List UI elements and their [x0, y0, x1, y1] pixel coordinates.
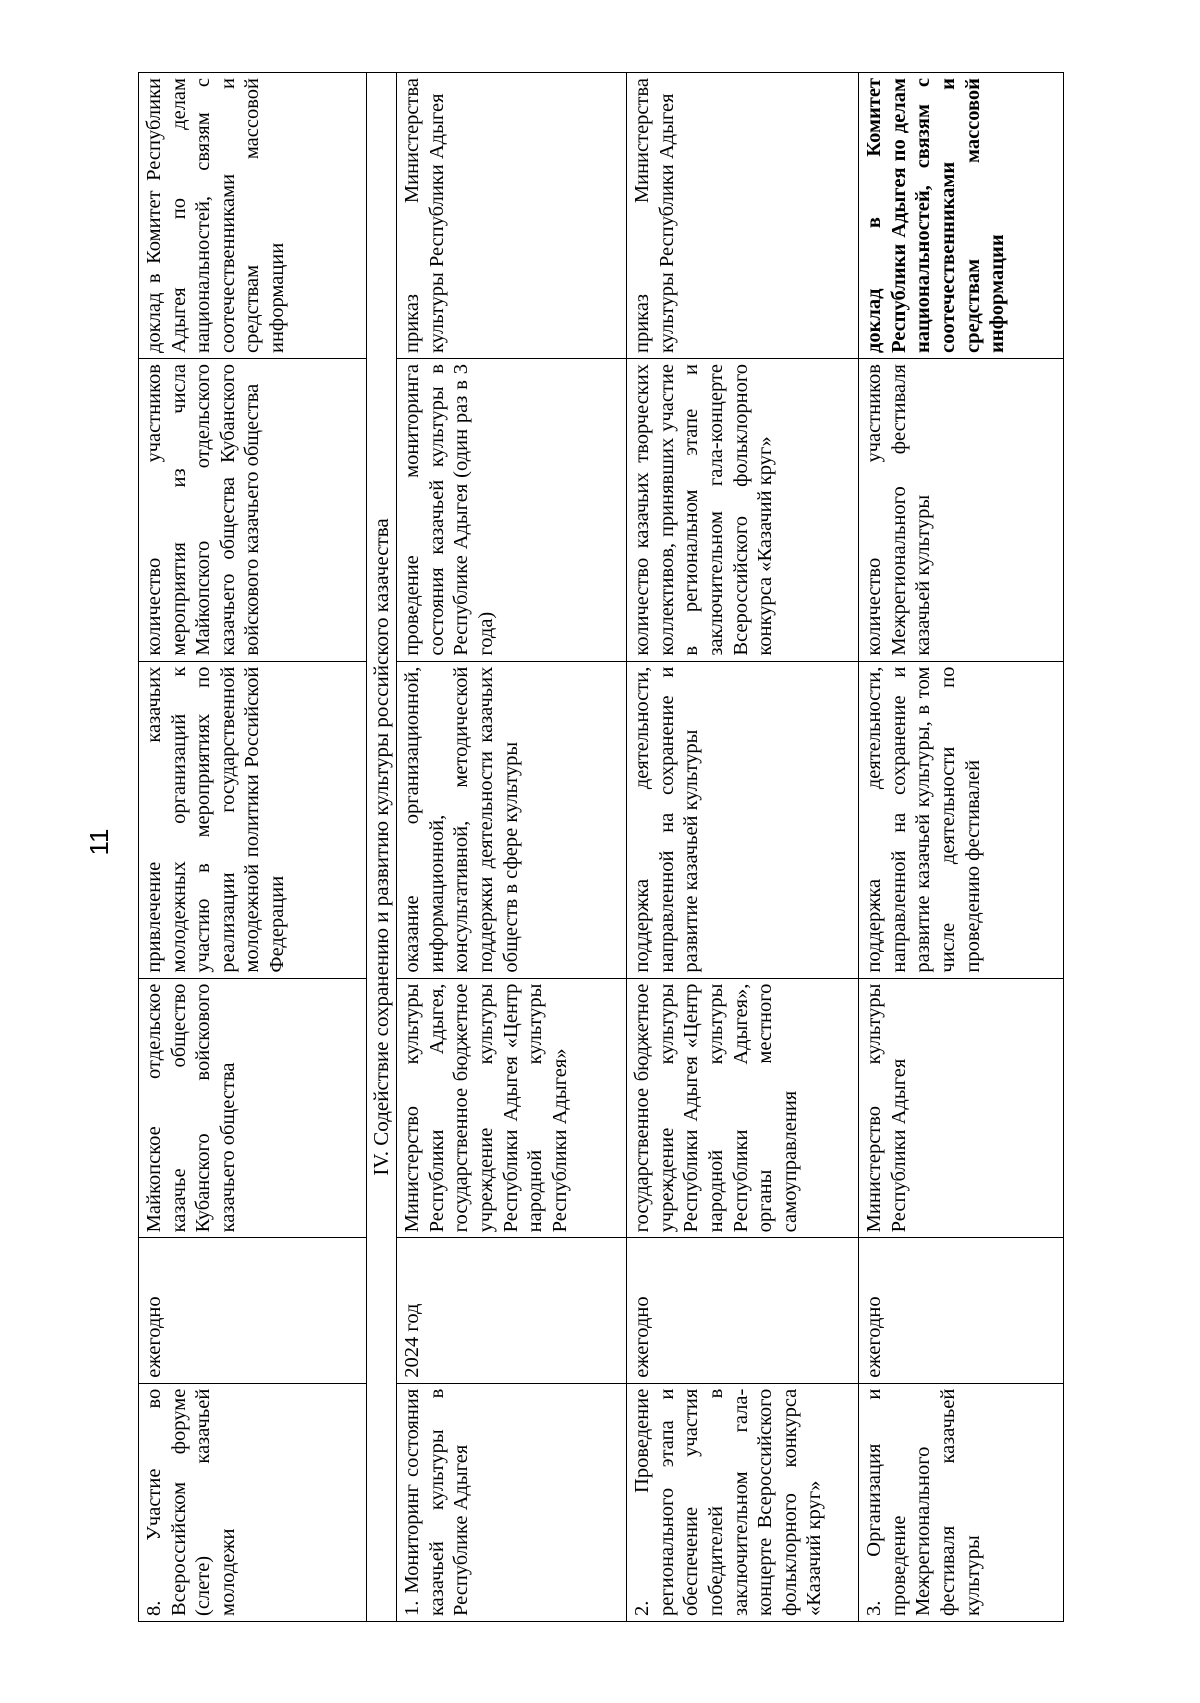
report-cell: приказ Министерства культуры Республики Адыгея [627, 73, 859, 359]
period-cell: ежегодно [627, 1238, 859, 1383]
section-row [367, 73, 397, 1622]
indicator-cell: количество казачьих творческих коллективов, принявших участие в региональном этапе и заключительном гала-концерте Всероссийского фольклорного конкурса «Казачий круг» [627, 359, 859, 662]
executors-cell: Майкопское отдельское казачье общество Кубанского войскового казачьего общества [139, 978, 367, 1238]
events-table [138, 72, 1064, 1622]
table-wrapper [138, 72, 1063, 1622]
period-cell: 2024 год [397, 1238, 627, 1383]
content-cell: поддержка деятельности, направленной на сохранение и развитие казачьей культуры, в том числе деятельности по проведению фестивалей [859, 661, 1064, 978]
report-cell: доклад в Комитет Республики Адыгея по делам национальностей, связям с соотечественниками и средствам массовой информации [859, 73, 1064, 359]
executors-cell: Министерство культуры Республики Адыгея, государственное бюджетное учреждение культуры Республики Адыгея «Центр народной культуры Республики Адыгея» [397, 978, 627, 1238]
item-cell: 3. Организация и проведение Межрегионального фестиваля казачьей культуры [859, 1383, 1064, 1621]
content-cell: оказание организационной, информационной, консультативной, методической поддержки деятельности казачьих обществ в сфере культуры [397, 661, 627, 978]
table-row [397, 73, 627, 1622]
page-number: 11 [83, 828, 114, 856]
period-cell: ежегодно [139, 1238, 367, 1383]
item-cell: 2. Проведение регионального этапа и обеспечение участия победителей в заключительном гала-концерте Всероссийского фольклорного конкурса «Казачий круг» [627, 1383, 859, 1621]
period-cell: ежегодно [859, 1238, 1064, 1383]
item-cell: 8. Участие во Всероссийском форуме (слете) казачьей молодежи [139, 1383, 367, 1621]
executors-cell: государственное бюджетное учреждение культуры Республики Адыгея «Центр народной культуры Республики Адыгея», органы местного самоуправления [627, 978, 859, 1238]
indicator-cell: количество участников мероприятия из числа Майкопского отдельского казачьего общества Кубанского войскового казачьего общества [139, 359, 367, 662]
content-cell: поддержка деятельности, направленной на сохранение и развитие казачьей культуры [627, 661, 859, 978]
item-cell: 1. Мониторинг состояния казачьей культуры в Республике Адыгея [397, 1383, 627, 1621]
report-cell: приказ Министерства культуры Республики Адыгея [397, 73, 627, 359]
table-row [139, 73, 367, 1622]
table-row [627, 73, 859, 1622]
executors-cell: Министерство культуры Республики Адыгея [859, 978, 1064, 1238]
report-cell: доклад в Комитет Республики Адыгея по делам национальностей, связям с соотечественниками и средствам массовой информации [139, 73, 367, 359]
content-cell: привлечение казачьих молодежных организаций к участию в мероприятиях по реализации государственной молодежной политики Российской Федерации [139, 661, 367, 978]
section-title: IV. Содействие сохранению и развитию культуры российского казачества [367, 73, 397, 1622]
table-row [859, 73, 1064, 1622]
indicator-cell: количество участников Межрегионального фестиваля казачьей культуры [859, 359, 1064, 662]
indicator-cell: проведение мониторинга состояния казачьей культуры в Республике Адыгея (один раз в 3 года) [397, 359, 627, 662]
